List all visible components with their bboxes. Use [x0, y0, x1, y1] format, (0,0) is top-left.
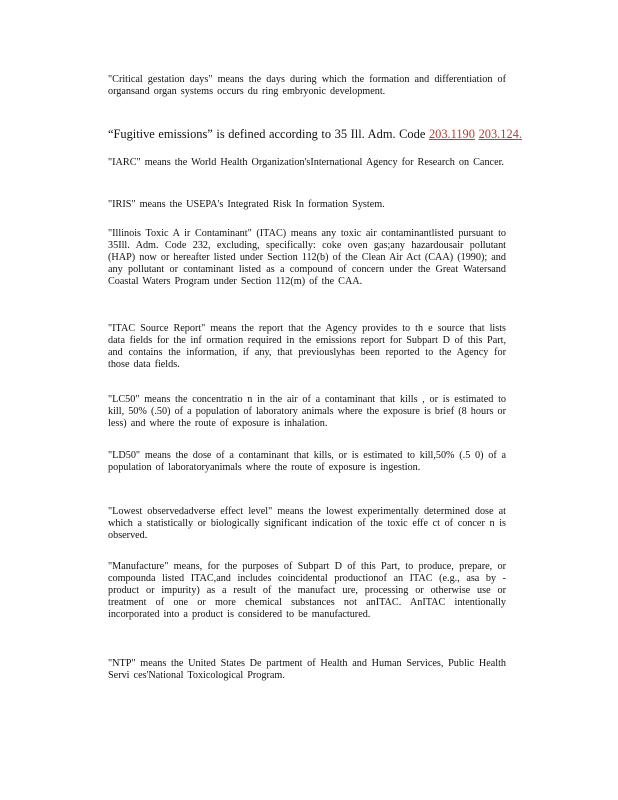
- definition-iarc: "IARC" means the World Health Organization'sInternational Agency for Research on Cancer.: [108, 157, 504, 168]
- definition-iris: "IRIS" means the USEPA's Integrated Risk In formation System.: [108, 199, 385, 210]
- definition-lowest-observed-adverse-effect-level: "Lowest observedadverse effect level" means the lowest experimentally determined dose at which a statistically or biologically significant indication of the toxic effe ct of concer n is observed.: [108, 506, 506, 541]
- definition-ld50: "LD50" means the dose of a contaminant that kills, or is estimated to kill,50% (.5 0) of a population of laboratoryanimals where the route of exposure is ingestion.: [108, 450, 506, 473]
- fugitive-emissions-period: .: [518, 127, 522, 141]
- definition-lc50: "LC50" means the concentratio n in the air of a contaminant that kills , or is estimated to kill, 50% (.50) of a population of laboratory animals where the exposure is brief (8 hours or less) and where the route of exposure is inhalation.: [108, 394, 506, 429]
- fugitive-emissions-text: “Fugitive emissions” is defined according to 35 Ill. Adm. Code: [108, 127, 426, 141]
- link-203-1190[interactable]: 203.1190: [428, 127, 475, 141]
- definition-fugitive-emissions: [108, 127, 528, 141]
- definition-manufacture: "Manufacture" means, for the purposes of Subpart D of this Part, to produce, prepare, or compounda listed ITAC,and includes coincidental productionof an ITAC (e.g., asa by -product or impurity) as a result of the manufact ure, processing or otherwise use or treatment of one or more chemical substances not anITAC. AnITAC intentionally incorporated into a product is considered to be manufactured.: [108, 561, 506, 620]
- link-203-124[interactable]: 203.124: [478, 127, 519, 141]
- definition-itac: "Illinois Toxic A ir Contaminant" (ITAC) means any toxic air contaminantlisted pursuant to 35Ill. Adm. Code 232, excluding, specifically: coke oven gas;any hazardousair pollutant (HAP) now or hereafter listed under Section 112(b) of the Clean Air Act (CAA) (1990); and any pollutant or contaminant listed as a compound of concern under the Great Watersand Coastal Waters Program under Section 112(m) of the CAA.: [108, 228, 506, 287]
- definition-ntp: "NTP" means the United States De partment of Health and Human Services, Public Health Servi ces'National Toxicological Program.: [108, 658, 506, 681]
- definition-critical-gestation-days: "Critical gestation days" means the days during which the formation and differentiation of organsand organ systems occurs du ring embryonic development.: [108, 74, 506, 97]
- definition-itac-source-report: "ITAC Source Report" means the report that the Agency provides to th e source that lists data fields for the inf ormation required in the emissions report for Subpart D of this Part, and contains the information, if any, that previouslyhas been reported to the Agency for those data fields.: [108, 323, 506, 370]
